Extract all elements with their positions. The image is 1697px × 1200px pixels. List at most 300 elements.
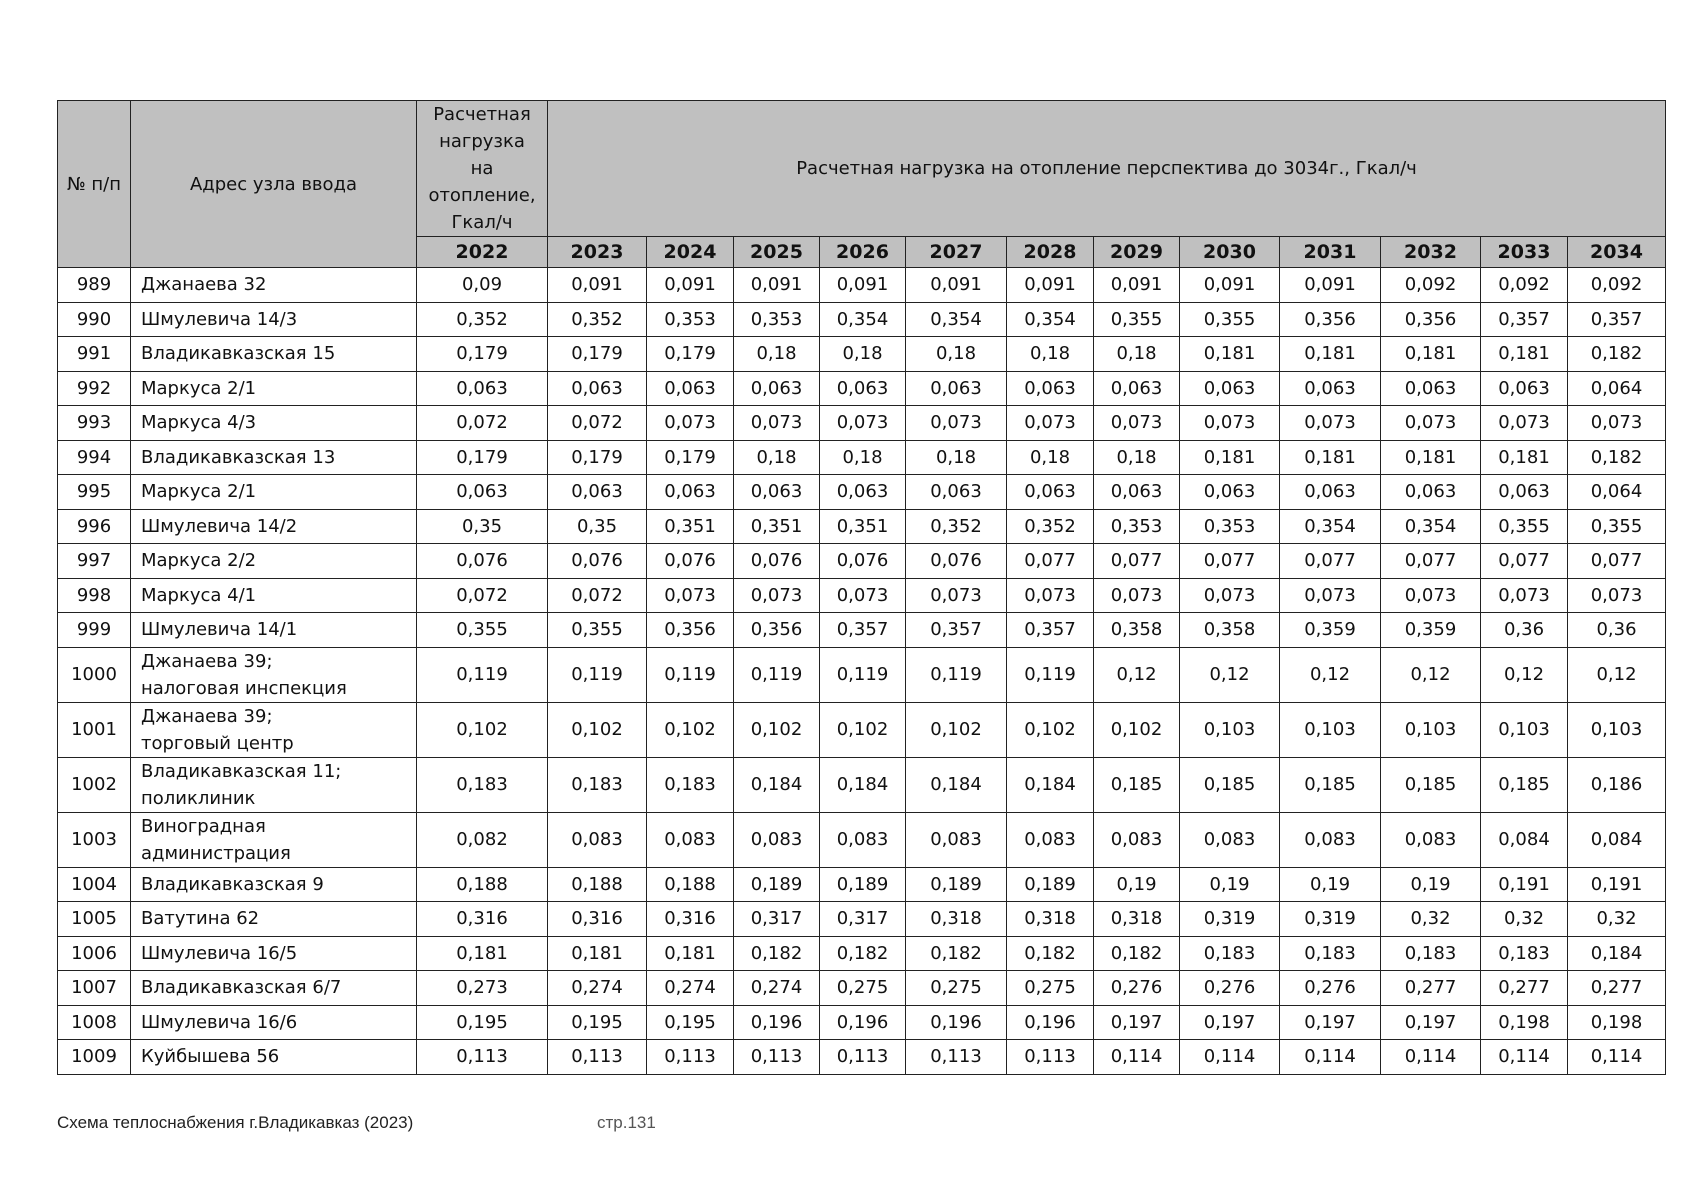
load-value-2030: 0,091 <box>1180 268 1280 303</box>
load-value-2033: 0,355 <box>1481 509 1568 544</box>
address-line: Виноградная <box>141 815 266 837</box>
address-cell <box>131 1040 417 1075</box>
load-value-2025: 0,189 <box>734 867 820 902</box>
row-number: 998 <box>58 578 131 613</box>
load-value-2034: 0,064 <box>1568 371 1666 406</box>
load-value-2032: 0,181 <box>1381 440 1481 475</box>
load-value-2031: 0,077 <box>1280 544 1381 579</box>
load-value-2033: 0,063 <box>1481 475 1568 510</box>
row-number: 1008 <box>58 1005 131 1040</box>
load-value-2032: 0,181 <box>1381 337 1481 372</box>
address-line: Шмулевича 14/1 <box>141 619 298 641</box>
load-value-2030: 0,358 <box>1180 613 1280 648</box>
load-value-2031: 0,073 <box>1280 578 1381 613</box>
address-cell <box>131 613 417 648</box>
load-value-2032: 0,354 <box>1381 509 1481 544</box>
load-value-2022: 0,352 <box>417 302 548 337</box>
load-value-2030: 0,103 <box>1180 702 1280 757</box>
load-value-2025: 0,063 <box>734 371 820 406</box>
load-value-2027: 0,073 <box>906 578 1007 613</box>
load-value-2029: 0,353 <box>1094 509 1180 544</box>
load-value-2026: 0,354 <box>820 302 906 337</box>
row-number: 997 <box>58 544 131 579</box>
load-value-2033: 0,277 <box>1481 971 1568 1006</box>
address-line: Владикавказская 9 <box>141 873 324 895</box>
load-value-2029: 0,083 <box>1094 812 1180 867</box>
load-value-2028: 0,354 <box>1007 302 1094 337</box>
load-value-2033: 0,073 <box>1481 406 1568 441</box>
address-line: Маркуса 2/2 <box>141 550 257 572</box>
load-value-2033: 0,36 <box>1481 613 1568 648</box>
load-value-2022: 0,355 <box>417 613 548 648</box>
row-number: 1004 <box>58 867 131 902</box>
load-header-line: нагрузка <box>439 131 525 152</box>
load-value-2032: 0,092 <box>1381 268 1481 303</box>
load-value-2030: 0,319 <box>1180 902 1280 937</box>
load-value-2024: 0,063 <box>647 475 734 510</box>
table-row <box>58 613 1666 648</box>
load-value-2033: 0,063 <box>1481 371 1568 406</box>
table-row <box>58 1005 1666 1040</box>
load-value-2034: 0,073 <box>1568 578 1666 613</box>
load-value-2034: 0,084 <box>1568 812 1666 867</box>
load-value-2023: 0,355 <box>548 613 647 648</box>
load-value-2027: 0,18 <box>906 337 1007 372</box>
row-number: 991 <box>58 337 131 372</box>
load-value-2023: 0,102 <box>548 702 647 757</box>
load-value-2031: 0,319 <box>1280 902 1381 937</box>
load-value-2027: 0,184 <box>906 757 1007 812</box>
row-number: 1000 <box>58 647 131 702</box>
load-value-2025: 0,091 <box>734 268 820 303</box>
load-header-line: Расчетная <box>433 104 531 125</box>
year-header-2024: 2024 <box>647 237 734 268</box>
load-value-2029: 0,358 <box>1094 613 1180 648</box>
table-row <box>58 971 1666 1006</box>
load-value-2033: 0,103 <box>1481 702 1568 757</box>
load-value-2023: 0,063 <box>548 475 647 510</box>
load-value-2029: 0,185 <box>1094 757 1180 812</box>
load-value-2032: 0,359 <box>1381 613 1481 648</box>
load-value-2024: 0,179 <box>647 440 734 475</box>
year-header-2033: 2033 <box>1481 237 1568 268</box>
load-value-2031: 0,12 <box>1280 647 1381 702</box>
load-value-2028: 0,077 <box>1007 544 1094 579</box>
load-value-2027: 0,102 <box>906 702 1007 757</box>
load-value-2022: 0,09 <box>417 268 548 303</box>
load-value-2030: 0,063 <box>1180 475 1280 510</box>
load-value-2029: 0,091 <box>1094 268 1180 303</box>
load-value-2032: 0,077 <box>1381 544 1481 579</box>
address-cell <box>131 406 417 441</box>
year-header-2026: 2026 <box>820 237 906 268</box>
load-value-2024: 0,076 <box>647 544 734 579</box>
year-header-2028: 2028 <box>1007 237 1094 268</box>
address-cell <box>131 867 417 902</box>
load-value-2024: 0,179 <box>647 337 734 372</box>
load-value-2028: 0,184 <box>1007 757 1094 812</box>
load-value-2032: 0,356 <box>1381 302 1481 337</box>
load-value-2027: 0,063 <box>906 475 1007 510</box>
load-value-2028: 0,083 <box>1007 812 1094 867</box>
load-value-2032: 0,114 <box>1381 1040 1481 1075</box>
load-value-2030: 0,19 <box>1180 867 1280 902</box>
load-value-2025: 0,113 <box>734 1040 820 1075</box>
load-value-2033: 0,084 <box>1481 812 1568 867</box>
load-value-2027: 0,182 <box>906 936 1007 971</box>
table-row <box>58 302 1666 337</box>
load-value-2022: 0,076 <box>417 544 548 579</box>
load-value-2024: 0,356 <box>647 613 734 648</box>
address-cell <box>131 647 417 702</box>
row-number: 995 <box>58 475 131 510</box>
load-value-2030: 0,077 <box>1180 544 1280 579</box>
row-number: 992 <box>58 371 131 406</box>
load-value-2025: 0,102 <box>734 702 820 757</box>
load-value-2026: 0,119 <box>820 647 906 702</box>
row-number: 1006 <box>58 936 131 971</box>
load-value-2027: 0,318 <box>906 902 1007 937</box>
load-value-2029: 0,114 <box>1094 1040 1180 1075</box>
address-line: Маркуса 2/1 <box>141 481 257 503</box>
address-line: Шмулевича 16/6 <box>141 1011 298 1033</box>
load-value-2034: 0,198 <box>1568 1005 1666 1040</box>
load-value-2025: 0,182 <box>734 936 820 971</box>
load-value-2034: 0,357 <box>1568 302 1666 337</box>
load-value-2033: 0,073 <box>1481 578 1568 613</box>
load-value-2023: 0,063 <box>548 371 647 406</box>
load-value-2034: 0,092 <box>1568 268 1666 303</box>
load-value-2033: 0,181 <box>1481 440 1568 475</box>
load-value-2033: 0,181 <box>1481 337 1568 372</box>
load-value-2030: 0,181 <box>1180 440 1280 475</box>
load-value-2033: 0,077 <box>1481 544 1568 579</box>
load-value-2034: 0,277 <box>1568 971 1666 1006</box>
col-header-perspective: Расчетная нагрузка на отопление перспектива до 3034г., Гкал/ч <box>548 101 1666 237</box>
load-value-2027: 0,18 <box>906 440 1007 475</box>
row-number: 993 <box>58 406 131 441</box>
load-value-2029: 0,073 <box>1094 578 1180 613</box>
load-value-2023: 0,195 <box>548 1005 647 1040</box>
load-value-2031: 0,276 <box>1280 971 1381 1006</box>
load-value-2033: 0,183 <box>1481 936 1568 971</box>
load-value-2022: 0,082 <box>417 812 548 867</box>
load-value-2025: 0,18 <box>734 337 820 372</box>
load-value-2024: 0,073 <box>647 578 734 613</box>
load-value-2034: 0,186 <box>1568 757 1666 812</box>
load-value-2031: 0,185 <box>1280 757 1381 812</box>
load-value-2022: 0,35 <box>417 509 548 544</box>
table-row <box>58 475 1666 510</box>
load-value-2026: 0,073 <box>820 578 906 613</box>
load-value-2022: 0,179 <box>417 337 548 372</box>
load-value-2028: 0,073 <box>1007 406 1094 441</box>
table-row <box>58 371 1666 406</box>
heat-load-table <box>57 100 1666 1075</box>
load-value-2024: 0,181 <box>647 936 734 971</box>
load-value-2034: 0,355 <box>1568 509 1666 544</box>
load-value-2028: 0,196 <box>1007 1005 1094 1040</box>
load-value-2031: 0,181 <box>1280 440 1381 475</box>
load-value-2026: 0,182 <box>820 936 906 971</box>
year-header-2027: 2027 <box>906 237 1007 268</box>
load-value-2026: 0,073 <box>820 406 906 441</box>
load-value-2030: 0,073 <box>1180 406 1280 441</box>
address-cell <box>131 1005 417 1040</box>
row-number: 999 <box>58 613 131 648</box>
load-value-2033: 0,185 <box>1481 757 1568 812</box>
load-value-2033: 0,114 <box>1481 1040 1568 1075</box>
load-value-2034: 0,182 <box>1568 440 1666 475</box>
load-value-2023: 0,076 <box>548 544 647 579</box>
load-value-2027: 0,083 <box>906 812 1007 867</box>
address-cell <box>131 509 417 544</box>
load-value-2027: 0,091 <box>906 268 1007 303</box>
load-value-2028: 0,189 <box>1007 867 1094 902</box>
address-line: Владикавказская 13 <box>141 446 336 468</box>
load-value-2025: 0,351 <box>734 509 820 544</box>
load-value-2028: 0,073 <box>1007 578 1094 613</box>
address-line: Джанаева 39; <box>141 650 273 672</box>
load-value-2032: 0,32 <box>1381 902 1481 937</box>
load-value-2023: 0,181 <box>548 936 647 971</box>
load-value-2034: 0,182 <box>1568 337 1666 372</box>
address-line: Маркуса 4/3 <box>141 412 257 434</box>
address-cell <box>131 268 417 303</box>
load-value-2031: 0,181 <box>1280 337 1381 372</box>
load-value-2028: 0,091 <box>1007 268 1094 303</box>
address-cell <box>131 337 417 372</box>
year-header-2025: 2025 <box>734 237 820 268</box>
load-value-2029: 0,19 <box>1094 867 1180 902</box>
load-value-2027: 0,275 <box>906 971 1007 1006</box>
address-line: Владикавказская 15 <box>141 343 336 365</box>
col-header-load-2022 <box>417 101 548 237</box>
load-value-2027: 0,076 <box>906 544 1007 579</box>
table-row <box>58 812 1666 867</box>
load-value-2029: 0,073 <box>1094 406 1180 441</box>
load-value-2025: 0,18 <box>734 440 820 475</box>
load-value-2033: 0,32 <box>1481 902 1568 937</box>
load-value-2022: 0,119 <box>417 647 548 702</box>
load-value-2024: 0,102 <box>647 702 734 757</box>
load-value-2025: 0,083 <box>734 812 820 867</box>
load-value-2023: 0,188 <box>548 867 647 902</box>
load-value-2030: 0,114 <box>1180 1040 1280 1075</box>
address-line: Маркуса 2/1 <box>141 377 257 399</box>
load-value-2032: 0,12 <box>1381 647 1481 702</box>
load-value-2030: 0,276 <box>1180 971 1280 1006</box>
load-value-2032: 0,083 <box>1381 812 1481 867</box>
address-line: Джанаева 39; <box>141 705 273 727</box>
row-number: 1007 <box>58 971 131 1006</box>
load-value-2025: 0,196 <box>734 1005 820 1040</box>
address-cell <box>131 371 417 406</box>
year-header-2022: 2022 <box>417 237 548 268</box>
address-line: налоговая инспекция <box>141 677 347 699</box>
load-value-2031: 0,063 <box>1280 475 1381 510</box>
load-value-2024: 0,353 <box>647 302 734 337</box>
year-header-2030: 2030 <box>1180 237 1280 268</box>
load-value-2023: 0,179 <box>548 440 647 475</box>
load-value-2031: 0,356 <box>1280 302 1381 337</box>
load-value-2032: 0,073 <box>1381 406 1481 441</box>
load-value-2031: 0,359 <box>1280 613 1381 648</box>
load-value-2025: 0,073 <box>734 406 820 441</box>
load-value-2034: 0,077 <box>1568 544 1666 579</box>
load-value-2025: 0,353 <box>734 302 820 337</box>
load-value-2032: 0,063 <box>1381 371 1481 406</box>
load-value-2022: 0,072 <box>417 406 548 441</box>
row-number: 1001 <box>58 702 131 757</box>
address-cell <box>131 475 417 510</box>
load-value-2024: 0,183 <box>647 757 734 812</box>
load-value-2022: 0,316 <box>417 902 548 937</box>
load-value-2028: 0,18 <box>1007 337 1094 372</box>
load-value-2027: 0,119 <box>906 647 1007 702</box>
load-value-2028: 0,318 <box>1007 902 1094 937</box>
table-row <box>58 578 1666 613</box>
load-value-2025: 0,076 <box>734 544 820 579</box>
address-line: Джанаева 32 <box>141 274 267 296</box>
load-value-2022: 0,181 <box>417 936 548 971</box>
table-row <box>58 440 1666 475</box>
load-value-2030: 0,353 <box>1180 509 1280 544</box>
load-value-2023: 0,352 <box>548 302 647 337</box>
load-value-2022: 0,273 <box>417 971 548 1006</box>
load-value-2030: 0,355 <box>1180 302 1280 337</box>
load-value-2034: 0,12 <box>1568 647 1666 702</box>
load-value-2033: 0,12 <box>1481 647 1568 702</box>
load-header-line: на <box>470 158 494 179</box>
row-number: 1009 <box>58 1040 131 1075</box>
load-value-2024: 0,073 <box>647 406 734 441</box>
load-value-2034: 0,36 <box>1568 613 1666 648</box>
load-value-2034: 0,32 <box>1568 902 1666 937</box>
table-row <box>58 509 1666 544</box>
load-value-2027: 0,354 <box>906 302 1007 337</box>
load-value-2034: 0,103 <box>1568 702 1666 757</box>
load-value-2023: 0,091 <box>548 268 647 303</box>
load-value-2027: 0,189 <box>906 867 1007 902</box>
load-value-2027: 0,113 <box>906 1040 1007 1075</box>
col-header-num: № п/п <box>58 101 131 268</box>
load-value-2026: 0,275 <box>820 971 906 1006</box>
load-value-2026: 0,076 <box>820 544 906 579</box>
load-value-2022: 0,195 <box>417 1005 548 1040</box>
load-value-2026: 0,184 <box>820 757 906 812</box>
load-value-2031: 0,19 <box>1280 867 1381 902</box>
load-value-2025: 0,119 <box>734 647 820 702</box>
load-value-2028: 0,357 <box>1007 613 1094 648</box>
row-number: 1002 <box>58 757 131 812</box>
load-value-2026: 0,357 <box>820 613 906 648</box>
header-row <box>58 101 1666 237</box>
load-value-2026: 0,196 <box>820 1005 906 1040</box>
load-value-2029: 0,197 <box>1094 1005 1180 1040</box>
load-value-2026: 0,102 <box>820 702 906 757</box>
load-value-2032: 0,19 <box>1381 867 1481 902</box>
load-value-2032: 0,277 <box>1381 971 1481 1006</box>
row-number: 996 <box>58 509 131 544</box>
load-value-2029: 0,077 <box>1094 544 1180 579</box>
year-header-2031: 2031 <box>1280 237 1381 268</box>
address-cell <box>131 302 417 337</box>
load-value-2029: 0,102 <box>1094 702 1180 757</box>
table-row <box>58 936 1666 971</box>
row-number: 990 <box>58 302 131 337</box>
load-value-2029: 0,12 <box>1094 647 1180 702</box>
address-line: Шмулевича 14/3 <box>141 308 298 330</box>
address-line: Владикавказская 11; <box>141 760 342 782</box>
load-value-2032: 0,073 <box>1381 578 1481 613</box>
address-line: Ватутина 62 <box>141 908 260 930</box>
load-value-2031: 0,354 <box>1280 509 1381 544</box>
address-cell <box>131 936 417 971</box>
load-value-2024: 0,063 <box>647 371 734 406</box>
load-value-2031: 0,197 <box>1280 1005 1381 1040</box>
load-value-2027: 0,196 <box>906 1005 1007 1040</box>
load-value-2028: 0,352 <box>1007 509 1094 544</box>
page-number: стр.131 <box>597 1113 656 1132</box>
table-row <box>58 702 1666 757</box>
load-value-2031: 0,103 <box>1280 702 1381 757</box>
load-value-2027: 0,357 <box>906 613 1007 648</box>
load-value-2024: 0,113 <box>647 1040 734 1075</box>
address-cell <box>131 578 417 613</box>
load-value-2022: 0,063 <box>417 475 548 510</box>
load-value-2030: 0,197 <box>1180 1005 1280 1040</box>
load-value-2034: 0,073 <box>1568 406 1666 441</box>
load-value-2029: 0,276 <box>1094 971 1180 1006</box>
table-row <box>58 647 1666 702</box>
load-value-2025: 0,063 <box>734 475 820 510</box>
col-header-address: Адрес узла ввода <box>131 101 417 268</box>
load-value-2024: 0,188 <box>647 867 734 902</box>
load-value-2029: 0,355 <box>1094 302 1180 337</box>
load-value-2029: 0,063 <box>1094 371 1180 406</box>
load-value-2028: 0,113 <box>1007 1040 1094 1075</box>
table-row <box>58 337 1666 372</box>
load-value-2033: 0,357 <box>1481 302 1568 337</box>
table-row <box>58 544 1666 579</box>
load-value-2025: 0,356 <box>734 613 820 648</box>
load-value-2023: 0,274 <box>548 971 647 1006</box>
load-value-2022: 0,072 <box>417 578 548 613</box>
table-row <box>58 757 1666 812</box>
load-value-2031: 0,063 <box>1280 371 1381 406</box>
load-value-2032: 0,197 <box>1381 1005 1481 1040</box>
load-value-2029: 0,182 <box>1094 936 1180 971</box>
load-value-2030: 0,183 <box>1180 936 1280 971</box>
page-footer <box>57 1113 757 1135</box>
year-header-2034: 2034 <box>1568 237 1666 268</box>
load-value-2032: 0,185 <box>1381 757 1481 812</box>
load-value-2023: 0,083 <box>548 812 647 867</box>
load-value-2032: 0,063 <box>1381 475 1481 510</box>
load-value-2028: 0,18 <box>1007 440 1094 475</box>
row-number: 1005 <box>58 902 131 937</box>
load-value-2023: 0,072 <box>548 406 647 441</box>
document-title: Схема теплоснабжения г.Владикавказ (2023) <box>57 1113 414 1132</box>
row-number: 989 <box>58 268 131 303</box>
load-value-2026: 0,113 <box>820 1040 906 1075</box>
load-value-2033: 0,191 <box>1481 867 1568 902</box>
load-value-2027: 0,352 <box>906 509 1007 544</box>
address-line: поликлиник <box>141 787 256 809</box>
address-line: администрация <box>141 842 291 864</box>
load-value-2027: 0,063 <box>906 371 1007 406</box>
